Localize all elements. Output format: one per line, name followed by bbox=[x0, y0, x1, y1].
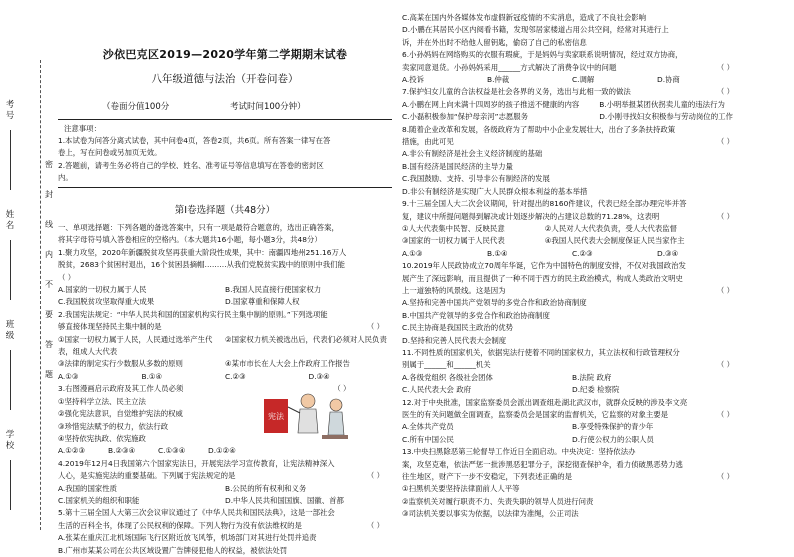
answer-blank: （ ） bbox=[716, 62, 734, 72]
option: A.投诉 bbox=[402, 75, 425, 85]
option-row bbox=[402, 384, 742, 396]
statement: ②强化宪法意识，自觉维护宪法的权威 bbox=[58, 409, 183, 419]
cartoon-image bbox=[260, 385, 352, 445]
option: A.全体共产党员 bbox=[402, 422, 454, 432]
option: A.①②③ bbox=[58, 446, 86, 456]
statement: ④某市市长在人大会上作政府工作报告 bbox=[225, 359, 350, 369]
statement: ①国家一切权力属于人民，人民通过选举产生代表，组成人大代表 bbox=[58, 334, 213, 357]
option: B.公民的所有权利和义务 bbox=[225, 483, 307, 493]
notice-line: 1.本试卷为问答分离式试卷，其中问卷4页，答卷2页，共6页。所有答案一律写在答 bbox=[58, 136, 331, 146]
option: C.②③ bbox=[225, 371, 246, 381]
option: C.小磊积极参加“保护母亲河”志愿服务 bbox=[402, 112, 529, 122]
option-row bbox=[402, 248, 742, 260]
option-row bbox=[402, 74, 742, 86]
exam-info bbox=[102, 100, 392, 112]
option: D.行使公权力的公职人员 bbox=[572, 434, 654, 444]
option-row bbox=[58, 495, 392, 507]
question-4: 4.2019年12月4日我国第六个国家宪法日，开展宪法学习宣传教育，让宪法精神深入 人心，是实施宪法的重要基础。下列属于宪法规定的是 （ ） A.我国的国家性质 B.公民的所有权利和义务 C.国家机关的组织和职能 D.中华人民共和国国旗、国徽、首都 bbox=[58, 458, 392, 508]
figure-head bbox=[330, 399, 342, 411]
statement: ③国家的一切权力属于人民代表 bbox=[402, 236, 505, 246]
time-label: 考试时间100分钟） bbox=[229, 102, 306, 112]
item-row bbox=[402, 223, 742, 235]
figure-head bbox=[301, 394, 315, 408]
item-row bbox=[58, 358, 392, 370]
option: C.我国鼓励、支持、引导非公有制经济的发展 bbox=[402, 174, 550, 184]
option: A.各级党组织 各级社会团体 bbox=[402, 372, 493, 382]
answer-blank: （ ） bbox=[716, 410, 734, 419]
question-1: 1.聚力攻坚，2020年新疆脱贫攻坚再获重大阶段性成果，其中：南疆四地州251.16万人 脱贫，2683个贫困村退出，16个贫困县摘帽………从我们党脱贫实践中的原则中我们能 （ ） A.国家的一切权力属于人民 B.我国人民直接行使国家权力 C.我国脱贫攻坚取得重大成果 D.国家尊重和保障人权 bbox=[58, 247, 392, 309]
answer-blank: （ ） bbox=[716, 285, 734, 295]
question-9: 9.十三届全国人大二次会议期间，针对提出的8160件建议，代表已经全部办理完毕并答 复，建议中所提问题得到解决或计划逐步解决的占建议总数的71.28%，这表明 （ ） ①人大代表集中民智、反映民意 ②人民对人大代表负责，受人大代表监督 ③国家的一切权力属于人民代表 ④我国人民代表大会制度保证人民当家作主 A.①③ B.①④ C.②③ D.③④ bbox=[402, 198, 742, 260]
option: D.纪委 检察院 bbox=[572, 385, 620, 395]
option: A.坚持和完善中国共产党领导的多党合作和政治协商制度 bbox=[402, 298, 587, 308]
option: A.张某在重庆江北机场国际飞行区附近放飞风筝，机场部门对其进行处罚并追责 bbox=[58, 533, 317, 543]
question-12: 12.对于中央批准，国家监察委员会派出调查组赴湖北武汉市，就群众反映的涉及李文亮 医生的有关问题做全面调查，监察委员会是国家的监督机关，它监察的对象主要是 （ ） A.全体共产党员 B.享受特殊保护的青少年 C.所有中国公民 D.行使公权力的公职人员 bbox=[402, 397, 742, 447]
answer-blank: （ ） bbox=[716, 87, 734, 97]
option: C.高某在国内外各媒体发布虚假新冠疫情的不实消息，造成了不良社会影响 bbox=[402, 13, 647, 22]
statement: ②监察机关对履行职责不力、失责失职的领导人员进行问责 bbox=[402, 496, 594, 506]
question-5: 5.第十三届全国人大第三次会议审议通过了《中华人民共和国民法典》，这是一部社会 生活的百科全书，体现了公民权利的保障。下列人物行为没有依法维权的是 （ ） A.张某在重庆江北机场国际飞行区附近放飞风筝，机场部门对其进行处罚并追责 B.广州市某某公司在公共区域设置广告牌侵犯他人的权益，被依法处罚 bbox=[58, 507, 392, 557]
question-13: 13.中央扫黑除恶第三轮督导工作近日全面启动。中央决定：坚持依法办 案，攻坚克难，依法严惩一批涉黑恶犯罪分子，深挖彻查保护伞，看力侦破黑恶势力逃 往生地区，财产下一步不安稳定，下列表述正确的是 （ ） ①扫黑机关要坚持法律面前人人平等 ②监察机关对履行职责不力、失责失职的领导人员进行问责 ③司法机关要以事实为依据，以法律为准绳，公正司法 bbox=[402, 446, 742, 520]
statement: ①坚持科学立法、民主立法 bbox=[58, 396, 146, 406]
statement: ③珍惜宪法赋予的权力，依法行政 bbox=[58, 421, 169, 431]
option: B.国有经济是国民经济的主导力量 bbox=[402, 161, 513, 171]
notice-line: 卷上，写在问卷或另加页无效。 bbox=[58, 148, 162, 158]
answer-blank: （ ） bbox=[333, 384, 351, 394]
left-column bbox=[58, 14, 392, 557]
option: B.②③④ bbox=[108, 446, 136, 456]
answer-blank: （ ） bbox=[716, 360, 734, 370]
answer-blank: （ ） bbox=[716, 472, 734, 482]
answer-blank: （ ） bbox=[366, 471, 384, 481]
answer-blank: （ ） bbox=[366, 520, 384, 530]
board-label: 宪法 bbox=[268, 412, 284, 422]
option: D.①②④ bbox=[208, 446, 236, 456]
option-row bbox=[402, 434, 742, 446]
option: B.中国共产党领导的多党合作和政治协商制度 bbox=[402, 310, 550, 320]
seal-warning-text: 密 封 线 内 不 要 答 题 bbox=[45, 160, 53, 379]
option-row bbox=[58, 284, 392, 296]
notice-heading: 注意事项： bbox=[64, 124, 101, 133]
seal-dashed-line bbox=[40, 60, 41, 530]
option: D.国家尊重和保障人权 bbox=[225, 297, 300, 307]
option: B.我国人民直接行使国家权力 bbox=[225, 285, 322, 295]
option-row bbox=[58, 483, 392, 495]
option: B.享受特殊保护的青少年 bbox=[572, 422, 654, 432]
notice-line: 内。 bbox=[58, 172, 73, 182]
question-10: 10.2019年人民政协成立70周年华诞，它作为中国特色的制度安排，不仅对我国政治发 展产生了深远影响，而且提供了一种不同于西方的民主政治模式，构成人类政治文明史 上一道独特的风景线。这是因为 （ ） A.坚持和完善中国共产党领导的多党合作和政治协商制度 B.中国共产党领导的多党合作和政治协商制度 C.民主协商是我国民主政治的优势 D.坚持和完善人民代表大会制度 bbox=[402, 260, 742, 347]
question-2: 2.我国宪法规定：“中华人民共和国的国家机构实行民主集中制的原则。”下列选项能 够直接体现坚持民主集中制的是 （ ） ①国家一切权力属于人民，人民通过选举产生代表，组成人大代表 ②国家权力机关被选出后，代表们必须对人民负责 ③法律的制定实行少数服从多数的原则 ④某市市长在人大会上作政府工作报告 A.①③ B.①④ C.②③ D.③④ bbox=[58, 309, 392, 383]
option: A.①③ bbox=[58, 371, 79, 381]
binding-field-exam-no: 考 号 bbox=[5, 100, 15, 121]
option-row bbox=[402, 421, 742, 433]
binding-underline bbox=[10, 350, 21, 410]
question-11: 11.不同性质的国家机关，依据宪法行使着不同的国家权力，其立法权和行政管理权分 别属于______和______机关 （ ） A.各级党组织 各级社会团体 B.法院 政府 C.人民代表大会 政府 D.纪委 检察院 bbox=[402, 347, 742, 397]
option: B.广州市某某公司在公共区域设置广告牌侵犯他人的权益，被依法处罚 bbox=[58, 545, 288, 555]
binding-field-class: 班 级 bbox=[5, 320, 15, 341]
question-7: 7.保护妇女儿童的合法权益是社会各界的义务，选出与此相一致的做法 （ ） A.小鹏在网上向未满十四周岁的孩子推送不健康的内容 B.小明举报某团伙拐卖儿童的违法行为 C.小磊积极参加“保护母亲河”志愿服务 D.小刚寻找妇女积极参与劳动岗位的工作 bbox=[402, 86, 742, 123]
option: C.①③④ bbox=[158, 446, 186, 456]
option: C.民主协商是我国民主政治的优势 bbox=[402, 323, 513, 333]
option-row bbox=[58, 371, 392, 383]
section-intro: 将其字母符号填入答卷相应的空格内。（本大题共16小题，每小题3分，共48分） bbox=[58, 235, 322, 245]
item-row bbox=[402, 235, 742, 247]
option: C.国家机关的组织和职能 bbox=[58, 495, 140, 505]
statement: ③司法机关要以事实为依据，以法律为准绳，公正司法 bbox=[402, 509, 579, 519]
binding-field-school: 学 校 bbox=[5, 430, 15, 451]
option-row bbox=[58, 296, 392, 308]
answer-blank: （ ） bbox=[366, 322, 384, 332]
binding-field-name: 姓 名 bbox=[5, 210, 15, 231]
option: C.②③ bbox=[572, 248, 593, 258]
score-label: （卷面分值100分 bbox=[102, 102, 170, 112]
binding-strip bbox=[2, 60, 54, 530]
option: C.所有中国公民 bbox=[402, 434, 454, 444]
option: D.③④ bbox=[657, 248, 679, 258]
option: B.仲裁 bbox=[487, 75, 510, 85]
figure-arm bbox=[288, 407, 300, 413]
option-row bbox=[402, 99, 742, 111]
question-8: 8.随着企业改革和发展，各级政府为了帮助中小企业发展壮大，出台了多条扶持政策 措施，由此可见 （ ） A.非公有制经济是社会主义经济制度的基础 B.国有经济是国民经济的主导力量 C.我国鼓励、支持、引导非公有制经济的发展 D.非公有制经济是实现广大人民群众根本利益的基本举措 bbox=[402, 124, 742, 198]
option: D.协商 bbox=[657, 75, 680, 85]
statement: ④坚持依宪执政、依宪施政 bbox=[58, 433, 146, 443]
option: D.坚持和完善人民代表大会制度 bbox=[402, 335, 507, 345]
question-5-continued: C.高某在国内外各媒体发布虚假新冠疫情的不实消息，造成了不良社会影响 D.小鹏在其居民小区内阅看书籍，发现邻居家楼道占用公共空间，经常对其进行上 诉，并在外出时不给他人留钥匙，偷窃了自己的私密信息 bbox=[402, 12, 742, 49]
binding-underline bbox=[10, 460, 21, 510]
question-3: 3.右图漫画启示政府及其工作人员必须 （ ） ①坚持科学立法、民主立法 ②强化宪法意识，自觉维护宪法的权威 ③珍惜宪法赋予的权力，依法行政 ④坚持依宪执政、依宪施政 A.①②③ B.②③④ C.①③④ D.①②④ 宪法 bbox=[58, 383, 392, 457]
option: D.小刚寻找妇女积极参与劳动岗位的工作 bbox=[599, 112, 733, 122]
binding-underline bbox=[10, 240, 21, 300]
option: A.国家的一切权力属于人民 bbox=[58, 285, 147, 295]
option: A.①③ bbox=[402, 248, 423, 258]
section-title: 第Ⅰ卷选择题（共48分） bbox=[174, 205, 276, 217]
option: D.中华人民共和国国旗、国徽、首都 bbox=[225, 495, 344, 505]
question-6: 6.小孙妈妈在网络购买的衣服有瑕疵，于是妈妈与卖家联系说明情况，经过双方协商， 卖家同意退货。小孙妈妈采用______方式解决了消费争议中的问题 （ ） A.投诉 B.仲裁 C.调解 D.协商 bbox=[402, 49, 742, 86]
option-row bbox=[402, 111, 742, 123]
option: A.小鹏在网上向未满十四周岁的孩子推送不健康的内容 bbox=[402, 99, 580, 109]
statement: ①扫黑机关要坚持法律面前人人平等 bbox=[402, 484, 520, 494]
option: D.③④ bbox=[308, 371, 330, 381]
exam-title: 沙依巴克区2019—2020学年第二学期期末试卷 bbox=[102, 48, 348, 61]
statement: ③法律的制定实行少数服从多数的原则 bbox=[58, 359, 183, 369]
figure-body bbox=[298, 409, 318, 433]
figure-body bbox=[328, 412, 344, 435]
option-row bbox=[402, 372, 742, 384]
option: C.我国脱贫攻坚取得重大成果 bbox=[58, 297, 155, 307]
option: A.非公有制经济是社会主义经济制度的基础 bbox=[402, 149, 543, 159]
item-row bbox=[58, 334, 392, 359]
option: B.①④ bbox=[141, 371, 163, 381]
statement: ①人大代表集中民智、反映民意 bbox=[402, 223, 505, 233]
section-intro: 一、单项选择题：下列各题的备选答案中，只有一项是最符合题意的，选出正确答案， bbox=[58, 223, 339, 233]
option-row bbox=[58, 445, 258, 457]
option: B.小明举报某团伙拐卖儿童的违法行为 bbox=[599, 99, 725, 109]
statement: ④我国人民代表大会制度保证人民当家作主 bbox=[544, 236, 685, 246]
right-column bbox=[402, 12, 742, 521]
statement: ②国家权力机关被选出后，代表们必须对人民负责 bbox=[225, 334, 387, 344]
option: C.调解 bbox=[572, 75, 595, 85]
option: B.法院 政府 bbox=[572, 372, 612, 382]
notice-line: 2.答题前，请考生务必将自己的学校、姓名、准考证号等信息填写在答卷的密封区 bbox=[58, 160, 324, 170]
option: C.人民代表大会 政府 bbox=[402, 385, 471, 395]
exam-subtitle: 八年级道德与法治（开卷问卷） bbox=[151, 73, 299, 85]
desk bbox=[322, 435, 348, 439]
answer-blank: （ ） bbox=[716, 137, 734, 147]
option: A.我国的国家性质 bbox=[58, 483, 118, 493]
notice-box bbox=[58, 119, 392, 188]
answer-blank: （ ） bbox=[716, 211, 734, 221]
option: D.小鹏在其居民小区内阅看书籍，发现邻居家楼道占用公共空间，经常对其进行上 bbox=[402, 25, 669, 35]
option: D.非公有制经济是实现广大人民群众根本利益的基本举措 bbox=[402, 186, 588, 196]
binding-underline bbox=[10, 130, 21, 190]
statement: ②人民对人大代表负责，受人大代表监督 bbox=[544, 223, 678, 233]
option: B.①④ bbox=[487, 248, 508, 258]
